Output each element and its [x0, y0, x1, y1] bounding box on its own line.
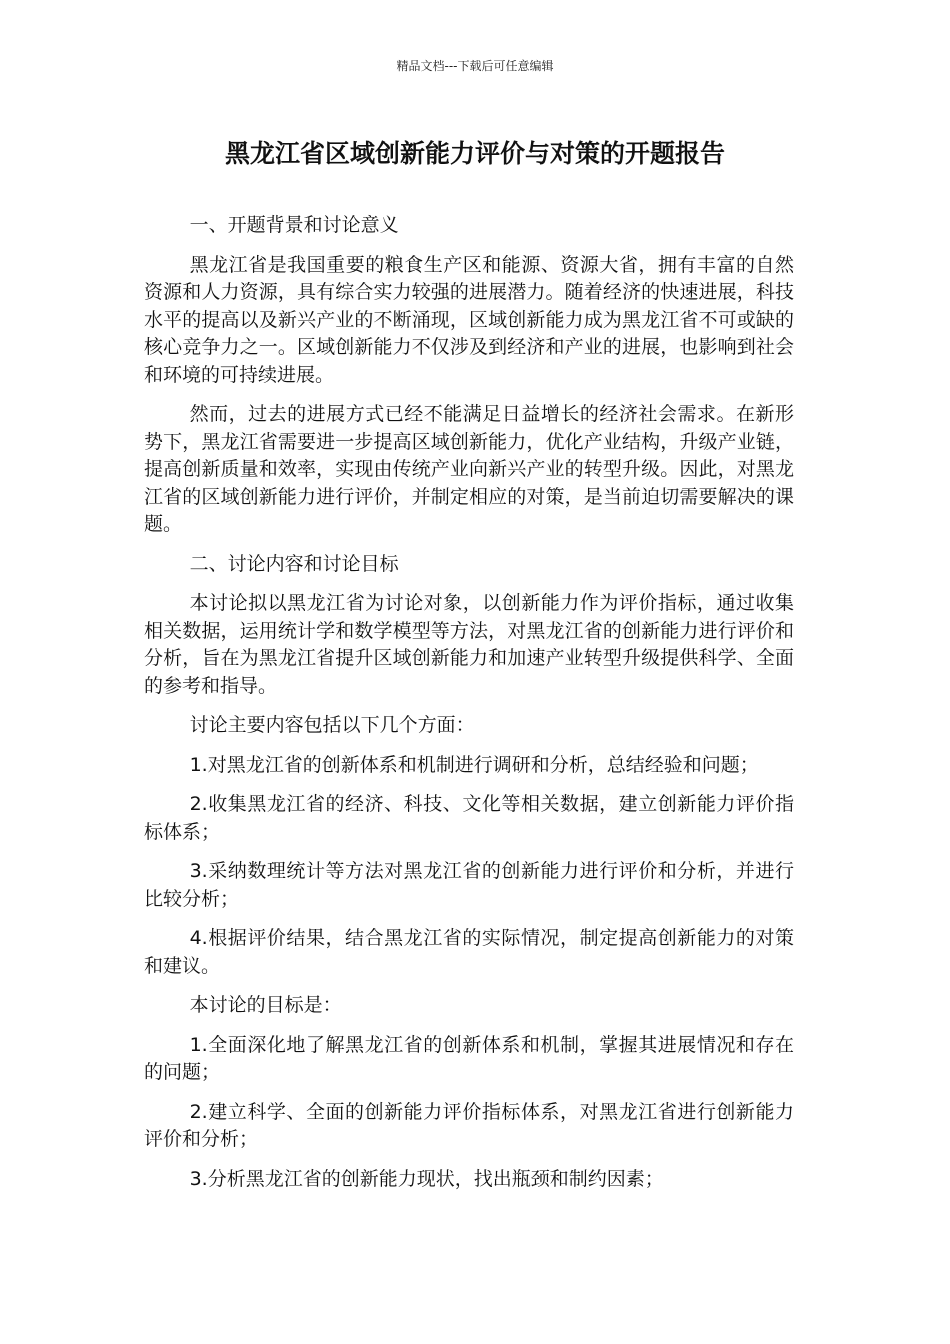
paragraph-goals-lead: 本讨论的目标是：	[189, 994, 342, 1016]
paragraph-content-lead: 讨论主要内容包括以下几个方面：	[189, 714, 475, 736]
list-item-content-4: 4.根据评价结果，结合黑龙江省的实际情况，制定提高创新能力的对策和建议。	[144, 927, 794, 977]
list-item-content-1: 1.对黑龙江省的创新体系和机制进行调研和分析，总结经验和问题；	[189, 753, 759, 776]
paragraph-background-2: 然而，过去的进展方式已经不能满足日益增长的经济社会需求。在新形势下，黑龙江省需要进一步提高区域创新能力，优化产业结构，升级产业链，提高创新质量和效率，实现由传统产业向新兴产业的转型升级。因此，对黑龙江省的区域创新能力进行评价，并制定相应的对策，是当前迫切需要解决的课题。	[144, 403, 794, 535]
paragraph-background-1: 黑龙江省是我国重要的粮食生产区和能源、资源大省，拥有丰富的自然资源和人力资源，具有综合实力较强的进展潜力。随着经济的快速进展，科技水平的提高以及新兴产业的不断涌现，区域创新能力成为黑龙江省不可或缺的核心竞争力之一。区域创新能力不仅涉及到经济和产业的进展，也影响到社会和环境的可持续进展。	[144, 253, 794, 386]
document-title: 黑龙江省区域创新能力评价与对策的开题报告	[224, 139, 725, 168]
list-item-goal-3: 3.分析黑龙江省的创新能力现状，找出瓶颈和制约因素；	[189, 1167, 664, 1190]
list-item-content-2: 2.收集黑龙江省的经济、科技、文化等相关数据，建立创新能力评价指标体系；	[144, 793, 794, 843]
list-item-goal-1: 1.全面深化地了解黑龙江省的创新体系和机制，掌握其进展情况和存在的问题；	[144, 1033, 794, 1083]
list-item-goal-2: 2.建立科学、全面的创新能力评价指标体系，对黑龙江省进行创新能力评价和分析；	[144, 1100, 794, 1150]
paragraph-content-intro: 本讨论拟以黑龙江省为讨论对象，以创新能力作为评价指标，通过收集相关数据，运用统计学和数学模型等方法，对黑龙江省的创新能力进行评价和分析，旨在为黑龙江省提升区域创新能力和加速产业转型升级提供科学、全面的参考和指导。	[144, 592, 794, 697]
document-body	[144, 212, 794, 1205]
list-item-content-3: 3.采纳数理统计等方法对黑龙江省的创新能力进行评价和分析，并进行比较分析；	[144, 860, 794, 910]
header-note: 精品文档---下载后可任意编辑	[396, 59, 554, 73]
section-heading-background: 一、开题背景和讨论意义	[189, 214, 399, 236]
section-heading-content: 二、讨论内容和讨论目标	[189, 552, 399, 575]
